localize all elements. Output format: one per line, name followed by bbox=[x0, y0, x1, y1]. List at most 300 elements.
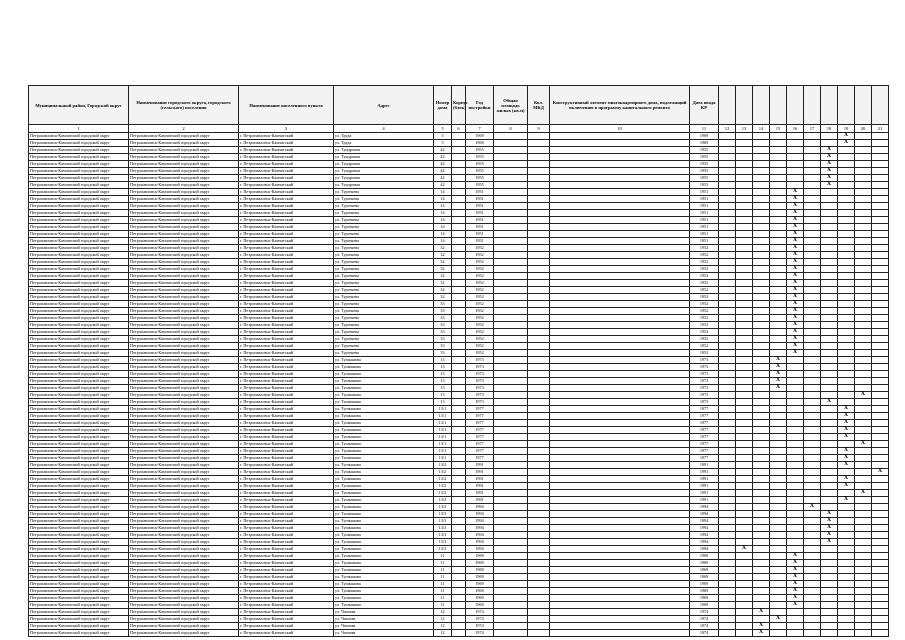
year-mark-cell bbox=[838, 280, 855, 287]
table-cell: 1994 bbox=[466, 525, 494, 532]
table-cell bbox=[550, 189, 690, 196]
year-mark-cell bbox=[719, 357, 736, 364]
table-cell: ул. Тушканова bbox=[334, 357, 434, 364]
table-cell: 1955 bbox=[466, 175, 494, 182]
table-cell bbox=[528, 532, 550, 539]
year-mark-cell bbox=[753, 539, 770, 546]
table-cell bbox=[550, 175, 690, 182]
table-row bbox=[29, 483, 889, 490]
table-cell: ул. Чапаева bbox=[334, 609, 434, 616]
year-mark-cell bbox=[787, 140, 804, 147]
year-mark-cell bbox=[719, 378, 736, 385]
table-cell: ул. Тургенева bbox=[334, 245, 434, 252]
table-cell: ул. Тургенева bbox=[334, 280, 434, 287]
table-cell: Петропавловск-Камчатский городской округ bbox=[129, 245, 239, 252]
table-cell: ул. Труда bbox=[334, 133, 434, 140]
table-cell: ул. Тушканова bbox=[334, 490, 434, 497]
column-number: 15 bbox=[770, 125, 787, 133]
table-cell: Петропавловск-Камчатский городской округ bbox=[29, 595, 129, 602]
year-mark-cell bbox=[821, 266, 838, 273]
table-cell: 1973 bbox=[466, 378, 494, 385]
year-mark-cell bbox=[872, 399, 889, 406]
table-cell: ул. Тушканова bbox=[334, 595, 434, 602]
table-cell bbox=[528, 189, 550, 196]
table-cell bbox=[452, 273, 466, 280]
year-mark-cell bbox=[736, 560, 753, 567]
year-mark-cell bbox=[821, 490, 838, 497]
column-number: 11 bbox=[690, 125, 719, 133]
year-mark-cell: X bbox=[787, 196, 804, 203]
year-mark-cell bbox=[855, 399, 872, 406]
year-mark-cell bbox=[838, 588, 855, 595]
table-cell bbox=[550, 259, 690, 266]
table-cell: 1955 bbox=[466, 161, 494, 168]
table-cell: 1955 bbox=[466, 147, 494, 154]
year-mark-cell bbox=[787, 161, 804, 168]
year-mark-cell bbox=[736, 189, 753, 196]
year-mark-cell bbox=[821, 315, 838, 322]
table-cell bbox=[550, 602, 690, 609]
table-cell: 1977 bbox=[690, 413, 719, 420]
year-mark-cell bbox=[770, 308, 787, 315]
table-cell bbox=[528, 182, 550, 189]
year-mark-cell bbox=[855, 406, 872, 413]
year-mark-cell: X bbox=[736, 546, 753, 553]
table-cell: г. Петропавловск-Камчатский bbox=[239, 350, 334, 357]
table-cell bbox=[494, 567, 528, 574]
year-mark-cell bbox=[719, 616, 736, 623]
year-mark-cell bbox=[719, 252, 736, 259]
table-cell bbox=[550, 210, 690, 217]
table-cell bbox=[452, 231, 466, 238]
year-mark-cell bbox=[753, 329, 770, 336]
year-mark-cell bbox=[787, 427, 804, 434]
year-mark-cell bbox=[719, 203, 736, 210]
year-mark-cell: X bbox=[787, 588, 804, 595]
column-number: 5 bbox=[434, 125, 452, 133]
table-cell bbox=[528, 287, 550, 294]
table-cell bbox=[494, 161, 528, 168]
table-cell bbox=[528, 399, 550, 406]
year-mark-cell bbox=[736, 224, 753, 231]
year-mark-cell bbox=[753, 252, 770, 259]
table-row bbox=[29, 133, 889, 140]
year-mark-cell bbox=[770, 259, 787, 266]
table-cell: 13/2 bbox=[434, 462, 452, 469]
table-row bbox=[29, 147, 889, 154]
table-cell: 1951 bbox=[466, 196, 494, 203]
table-cell: г. Петропавловск-Камчатский bbox=[239, 301, 334, 308]
year-mark-cell bbox=[821, 441, 838, 448]
table-cell: г. Петропавловск-Камчатский bbox=[239, 413, 334, 420]
table-cell: г. Петропавловск-Камчатский bbox=[239, 357, 334, 364]
year-mark-cell bbox=[821, 301, 838, 308]
table-cell: Петропавловск-Камчатский городской округ bbox=[129, 462, 239, 469]
year-mark-cell: X bbox=[770, 378, 787, 385]
year-mark-cell bbox=[787, 616, 804, 623]
year-mark-cell bbox=[719, 301, 736, 308]
table-cell bbox=[494, 581, 528, 588]
table-cell bbox=[494, 154, 528, 161]
table-cell: Петропавловск-Камчатский городской округ bbox=[129, 252, 239, 259]
table-row bbox=[29, 343, 889, 350]
year-mark-cell bbox=[804, 266, 821, 273]
column-header bbox=[821, 86, 838, 125]
year-mark-cell: X bbox=[838, 434, 855, 441]
year-mark-cell bbox=[736, 483, 753, 490]
table-cell: Петропавловск-Камчатский городской округ bbox=[29, 154, 129, 161]
table-cell: 1955 bbox=[690, 154, 719, 161]
year-mark-cell bbox=[719, 371, 736, 378]
year-mark-cell bbox=[719, 609, 736, 616]
year-mark-cell bbox=[838, 329, 855, 336]
table-cell bbox=[494, 392, 528, 399]
table-cell: 1952 bbox=[690, 245, 719, 252]
table-cell: Петропавловск-Камчатский городской округ bbox=[29, 588, 129, 595]
table-cell: 14 bbox=[434, 224, 452, 231]
year-mark-cell bbox=[736, 154, 753, 161]
year-mark-cell bbox=[753, 238, 770, 245]
table-cell bbox=[494, 203, 528, 210]
table-cell bbox=[452, 525, 466, 532]
table-cell bbox=[528, 308, 550, 315]
year-mark-cell bbox=[872, 343, 889, 350]
year-mark-cell bbox=[838, 210, 855, 217]
year-mark-cell bbox=[736, 469, 753, 476]
table-cell: Петропавловск-Камчатский городской округ bbox=[29, 623, 129, 630]
year-mark-cell bbox=[753, 147, 770, 154]
table-cell: 13/2 bbox=[434, 490, 452, 497]
year-mark-cell bbox=[855, 525, 872, 532]
year-mark-cell bbox=[719, 560, 736, 567]
year-mark-cell: X bbox=[821, 168, 838, 175]
year-mark-cell bbox=[770, 539, 787, 546]
table-cell: Петропавловск-Камчатский городской округ bbox=[29, 518, 129, 525]
table-cell bbox=[494, 532, 528, 539]
table-cell: ул. Тушканова bbox=[334, 497, 434, 504]
year-mark-cell bbox=[872, 476, 889, 483]
year-mark-cell bbox=[753, 322, 770, 329]
year-mark-cell bbox=[753, 224, 770, 231]
table-cell: Петропавловск-Камчатский городской округ bbox=[129, 434, 239, 441]
year-mark-cell bbox=[736, 315, 753, 322]
year-mark-cell bbox=[736, 259, 753, 266]
table-cell bbox=[550, 546, 690, 553]
year-mark-cell bbox=[736, 441, 753, 448]
year-mark-cell bbox=[736, 371, 753, 378]
table-cell: Петропавловск-Камчатский городской округ bbox=[129, 336, 239, 343]
year-mark-cell bbox=[719, 441, 736, 448]
year-mark-cell bbox=[736, 385, 753, 392]
table-cell: 1969 bbox=[466, 602, 494, 609]
year-mark-cell bbox=[821, 259, 838, 266]
year-mark-cell bbox=[736, 147, 753, 154]
year-mark-cell bbox=[736, 427, 753, 434]
year-mark-cell: X bbox=[821, 161, 838, 168]
year-mark-cell bbox=[719, 154, 736, 161]
year-mark-cell bbox=[855, 336, 872, 343]
table-cell: Петропавловск-Камчатский городской округ bbox=[129, 574, 239, 581]
year-mark-cell bbox=[770, 490, 787, 497]
table-cell: 11 bbox=[434, 602, 452, 609]
year-mark-cell bbox=[753, 140, 770, 147]
year-mark-cell bbox=[736, 609, 753, 616]
table-cell: 1969 bbox=[466, 567, 494, 574]
table-cell bbox=[452, 161, 466, 168]
table-cell: Петропавловск-Камчатский городской округ bbox=[29, 539, 129, 546]
year-mark-cell bbox=[719, 574, 736, 581]
year-mark-cell bbox=[719, 329, 736, 336]
table-cell bbox=[494, 553, 528, 560]
table-cell bbox=[494, 147, 528, 154]
table-cell: Петропавловск-Камчатский городской округ bbox=[129, 406, 239, 413]
year-mark-cell bbox=[855, 210, 872, 217]
year-mark-cell bbox=[736, 357, 753, 364]
year-mark-cell bbox=[770, 448, 787, 455]
year-mark-cell bbox=[770, 392, 787, 399]
table-cell: 1973 bbox=[690, 399, 719, 406]
table-cell: Петропавловск-Камчатский городской округ bbox=[129, 378, 239, 385]
table-cell bbox=[494, 364, 528, 371]
table-cell bbox=[452, 469, 466, 476]
table-cell bbox=[452, 560, 466, 567]
year-mark-cell bbox=[838, 532, 855, 539]
year-mark-cell bbox=[855, 518, 872, 525]
year-mark-cell bbox=[736, 280, 753, 287]
year-mark-cell bbox=[787, 399, 804, 406]
table-cell bbox=[494, 371, 528, 378]
table-cell bbox=[494, 329, 528, 336]
table-row bbox=[29, 448, 889, 455]
table-cell bbox=[494, 231, 528, 238]
year-mark-cell bbox=[787, 175, 804, 182]
table-cell: 1952 bbox=[690, 329, 719, 336]
table-cell: 13 bbox=[434, 357, 452, 364]
year-mark-cell: X bbox=[821, 539, 838, 546]
year-mark-cell bbox=[753, 364, 770, 371]
table-cell: ул. Тушканова bbox=[334, 399, 434, 406]
year-mark-cell: X bbox=[787, 210, 804, 217]
table-cell bbox=[528, 140, 550, 147]
table-cell: г. Петропавловск-Камчатский bbox=[239, 525, 334, 532]
year-mark-cell bbox=[804, 455, 821, 462]
table-cell bbox=[528, 224, 550, 231]
year-mark-cell bbox=[804, 259, 821, 266]
table-cell bbox=[452, 406, 466, 413]
year-mark-cell bbox=[787, 483, 804, 490]
year-mark-cell bbox=[753, 406, 770, 413]
column-number-row bbox=[29, 125, 889, 133]
table-cell bbox=[528, 511, 550, 518]
table-cell bbox=[550, 315, 690, 322]
year-mark-cell bbox=[855, 140, 872, 147]
year-mark-cell bbox=[872, 182, 889, 189]
year-mark-cell: X bbox=[787, 329, 804, 336]
table-cell: Петропавловск-Камчатский городской округ bbox=[29, 308, 129, 315]
table-cell: 32 bbox=[434, 280, 452, 287]
table-cell bbox=[494, 217, 528, 224]
table-cell bbox=[528, 595, 550, 602]
table-row bbox=[29, 434, 889, 441]
table-cell: Петропавловск-Камчатский городской округ bbox=[129, 385, 239, 392]
year-mark-cell bbox=[872, 595, 889, 602]
table-cell bbox=[550, 581, 690, 588]
table-row bbox=[29, 217, 889, 224]
year-mark-cell bbox=[838, 343, 855, 350]
year-mark-cell bbox=[821, 455, 838, 462]
table-cell: 1955 bbox=[690, 147, 719, 154]
table-cell: г. Петропавловск-Камчатский bbox=[239, 588, 334, 595]
table-cell bbox=[528, 252, 550, 259]
year-mark-cell bbox=[719, 546, 736, 553]
year-mark-cell bbox=[753, 420, 770, 427]
table-cell: 1969 bbox=[466, 588, 494, 595]
year-mark-cell bbox=[838, 602, 855, 609]
table-row bbox=[29, 455, 889, 462]
table-cell: г. Петропавловск-Камчатский bbox=[239, 140, 334, 147]
year-mark-cell bbox=[872, 378, 889, 385]
year-mark-cell bbox=[770, 511, 787, 518]
table-cell: Петропавловск-Камчатский городской округ bbox=[129, 182, 239, 189]
table-row bbox=[29, 630, 889, 637]
year-mark-cell bbox=[838, 301, 855, 308]
year-mark-cell bbox=[872, 518, 889, 525]
table-cell: 42 bbox=[434, 175, 452, 182]
table-cell: 14 bbox=[434, 196, 452, 203]
table-cell: Петропавловск-Камчатский городской округ bbox=[29, 483, 129, 490]
table-cell bbox=[550, 539, 690, 546]
year-mark-cell bbox=[804, 231, 821, 238]
table-cell: ул. Тушканова bbox=[334, 567, 434, 574]
year-mark-cell bbox=[855, 224, 872, 231]
year-mark-cell bbox=[872, 553, 889, 560]
year-mark-cell bbox=[855, 616, 872, 623]
table-row bbox=[29, 462, 889, 469]
table-cell bbox=[550, 616, 690, 623]
table-cell: г. Петропавловск-Камчатский bbox=[239, 238, 334, 245]
table-cell: 1952 bbox=[466, 308, 494, 315]
table-cell: 13 bbox=[434, 399, 452, 406]
table-cell bbox=[452, 420, 466, 427]
year-mark-cell bbox=[736, 378, 753, 385]
table-cell: г. Петропавловск-Камчатский bbox=[239, 455, 334, 462]
table-cell: 12 bbox=[434, 623, 452, 630]
year-mark-cell bbox=[736, 434, 753, 441]
year-mark-cell bbox=[821, 434, 838, 441]
year-mark-cell bbox=[804, 210, 821, 217]
table-cell: 1977 bbox=[690, 427, 719, 434]
table-cell: 13/1 bbox=[434, 441, 452, 448]
table-row bbox=[29, 567, 889, 574]
table-cell: 1951 bbox=[690, 224, 719, 231]
table-cell: Петропавловск-Камчатский городской округ bbox=[129, 175, 239, 182]
year-mark-cell bbox=[719, 308, 736, 315]
table-cell: Петропавловск-Камчатский городской округ bbox=[129, 350, 239, 357]
table-cell bbox=[528, 441, 550, 448]
table-cell: ул. Тундровая bbox=[334, 182, 434, 189]
table-cell bbox=[452, 483, 466, 490]
year-mark-cell bbox=[719, 448, 736, 455]
table-cell: 1952 bbox=[466, 350, 494, 357]
year-mark-cell bbox=[872, 231, 889, 238]
table-cell: Петропавловск-Камчатский городской округ bbox=[29, 189, 129, 196]
table-cell: ул. Труда bbox=[334, 140, 434, 147]
table-cell: Петропавловск-Камчатский городской округ bbox=[29, 609, 129, 616]
year-mark-cell bbox=[770, 476, 787, 483]
table-cell bbox=[494, 357, 528, 364]
table-cell: ул. Тушканова bbox=[334, 553, 434, 560]
table-cell: ул. Тушканова bbox=[334, 364, 434, 371]
table-cell: 13/1 bbox=[434, 427, 452, 434]
table-cell bbox=[452, 462, 466, 469]
year-mark-cell bbox=[821, 420, 838, 427]
table-cell: 1974 bbox=[466, 623, 494, 630]
year-mark-cell bbox=[804, 315, 821, 322]
year-mark-cell bbox=[855, 413, 872, 420]
year-mark-cell bbox=[855, 567, 872, 574]
year-mark-cell bbox=[872, 511, 889, 518]
table-cell: 1952 bbox=[690, 266, 719, 273]
year-mark-cell: X bbox=[787, 224, 804, 231]
table-cell: ул. Тушканова bbox=[334, 525, 434, 532]
table-cell: г. Петропавловск-Камчатский bbox=[239, 560, 334, 567]
table-cell: 32 bbox=[434, 273, 452, 280]
year-mark-cell bbox=[872, 623, 889, 630]
table-cell bbox=[452, 280, 466, 287]
year-mark-cell bbox=[855, 350, 872, 357]
column-number: 10 bbox=[550, 125, 690, 133]
year-mark-cell bbox=[736, 532, 753, 539]
table-cell: Петропавловск-Камчатский городской округ bbox=[29, 406, 129, 413]
table-cell bbox=[550, 434, 690, 441]
year-mark-cell bbox=[872, 308, 889, 315]
table-cell: ул. Тушканова bbox=[334, 420, 434, 427]
year-mark-cell bbox=[804, 532, 821, 539]
year-mark-cell: X bbox=[787, 560, 804, 567]
year-mark-cell bbox=[719, 399, 736, 406]
year-mark-cell bbox=[787, 525, 804, 532]
table-cell: 1955 bbox=[690, 175, 719, 182]
year-mark-cell bbox=[872, 287, 889, 294]
column-header bbox=[753, 86, 770, 125]
table-cell: г. Петропавловск-Камчатский bbox=[239, 448, 334, 455]
year-mark-cell bbox=[838, 504, 855, 511]
table-cell bbox=[528, 525, 550, 532]
table-cell: 1952 bbox=[690, 350, 719, 357]
year-mark-cell bbox=[838, 196, 855, 203]
table-cell: 1991 bbox=[690, 483, 719, 490]
table-row bbox=[29, 371, 889, 378]
table-cell bbox=[494, 574, 528, 581]
year-mark-cell bbox=[872, 539, 889, 546]
year-mark-cell bbox=[804, 385, 821, 392]
year-mark-cell bbox=[770, 420, 787, 427]
table-cell: 1969 bbox=[690, 567, 719, 574]
table-cell bbox=[452, 196, 466, 203]
year-mark-cell bbox=[753, 581, 770, 588]
year-mark-cell bbox=[719, 273, 736, 280]
table-cell bbox=[494, 224, 528, 231]
table-cell: Петропавловск-Камчатский городской округ bbox=[29, 476, 129, 483]
table-cell: 1969 bbox=[466, 595, 494, 602]
table-cell: г. Петропавловск-Камчатский bbox=[239, 623, 334, 630]
column-header bbox=[770, 86, 787, 125]
year-mark-cell: X bbox=[838, 455, 855, 462]
year-mark-cell bbox=[804, 581, 821, 588]
year-mark-cell bbox=[736, 252, 753, 259]
table-cell: 1994 bbox=[466, 532, 494, 539]
table-cell bbox=[550, 392, 690, 399]
